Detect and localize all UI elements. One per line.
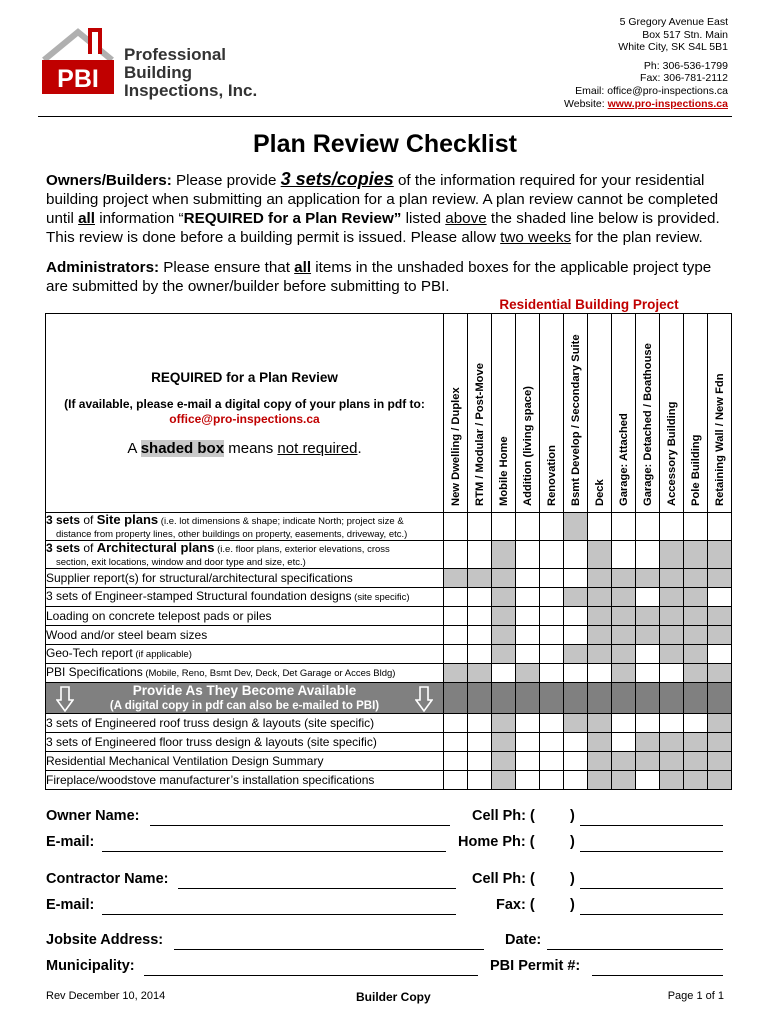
- municipality-field[interactable]: [144, 975, 478, 976]
- fax-label: Fax: (: [496, 897, 535, 913]
- shaded-cell: [660, 569, 684, 588]
- check-cell[interactable]: [444, 588, 468, 607]
- check-cell[interactable]: [444, 645, 468, 664]
- check-cell[interactable]: [612, 513, 636, 541]
- shaded-cell: [612, 771, 636, 790]
- check-cell[interactable]: [516, 626, 540, 645]
- check-cell[interactable]: [660, 513, 684, 541]
- shaded-cell: [708, 771, 732, 790]
- shaded-cell: [564, 588, 588, 607]
- shaded-cell: [636, 569, 660, 588]
- cell-ph-field[interactable]: [580, 825, 723, 826]
- shaded-cell: [492, 714, 516, 733]
- shaded-cell: [612, 569, 636, 588]
- svg-text:Inspections, Inc.: Inspections, Inc.: [124, 81, 258, 100]
- shaded-cell: [684, 733, 708, 752]
- table-row: [46, 569, 732, 588]
- table-row: [46, 752, 732, 771]
- shaded-cell: [708, 541, 732, 569]
- required-email[interactable]: office@pro-inspections.ca: [169, 411, 320, 426]
- shaded-cell: [612, 607, 636, 626]
- check-cell[interactable]: [540, 771, 564, 790]
- check-cell[interactable]: [612, 541, 636, 569]
- shaded-cell: [636, 626, 660, 645]
- check-cell[interactable]: [444, 626, 468, 645]
- check-cell[interactable]: [444, 771, 468, 790]
- check-cell[interactable]: [564, 626, 588, 645]
- home-ph-label: Home Ph: (: [458, 834, 535, 850]
- banner-cell: [636, 683, 660, 714]
- banner-cell: [564, 683, 588, 714]
- check-cell[interactable]: [540, 645, 564, 664]
- down-arrow-icon: [415, 686, 433, 712]
- company-logo: [38, 22, 268, 112]
- check-cell[interactable]: [708, 645, 732, 664]
- row-label: 3 sets of Engineer-stamped Structural foundation designs (site specific): [46, 588, 444, 607]
- shaded-cell: [684, 626, 708, 645]
- shaded-cell: [492, 645, 516, 664]
- check-cell[interactable]: [444, 752, 468, 771]
- table-row: [46, 541, 732, 569]
- row-label: Fireplace/woodstove manufacturer’s installation specifications: [46, 771, 444, 790]
- available-banner-row: [46, 683, 732, 714]
- check-cell[interactable]: [636, 541, 660, 569]
- revision-date: Rev December 10, 2014: [46, 990, 166, 1002]
- page-number: Page 1 of 1: [667, 990, 724, 1002]
- check-cell[interactable]: [636, 771, 660, 790]
- shaded-cell: [612, 664, 636, 683]
- check-cell[interactable]: [516, 645, 540, 664]
- row-label: Loading on concrete telepost pads or piles: [46, 607, 444, 626]
- shaded-cell: [660, 752, 684, 771]
- shaded-cell: [564, 513, 588, 541]
- row-label: Wood and/or steel beam sizes: [46, 626, 444, 645]
- available-banner: [46, 683, 444, 714]
- shaded-cell: [684, 771, 708, 790]
- phone: Ph: 306-536-1799: [643, 59, 728, 72]
- check-cell[interactable]: [540, 664, 564, 683]
- check-cell[interactable]: [468, 714, 492, 733]
- column-header: Garage: Attached: [612, 314, 636, 513]
- banner-cell: [684, 683, 708, 714]
- check-cell[interactable]: [612, 733, 636, 752]
- check-cell[interactable]: [468, 626, 492, 645]
- check-cell[interactable]: [468, 645, 492, 664]
- paren-close: ): [570, 871, 575, 887]
- home-ph-field[interactable]: [580, 851, 723, 852]
- project-title: Residential Building Project: [499, 297, 679, 312]
- email-label: E-mail:: [46, 834, 95, 850]
- email-label-2: E-mail:: [46, 897, 95, 913]
- check-cell[interactable]: [636, 645, 660, 664]
- check-cell[interactable]: [684, 513, 708, 541]
- check-cell[interactable]: [540, 588, 564, 607]
- available-line2: (A digital copy in pdf can also be e-mailed to PBI): [109, 700, 380, 712]
- shaded-cell: [492, 752, 516, 771]
- shaded-cell: [708, 569, 732, 588]
- fax: Fax: 306-781-2112: [640, 72, 728, 85]
- table-row: [46, 714, 732, 733]
- check-cell[interactable]: [468, 733, 492, 752]
- required-sub: (If available, please e-mail a digital copy of your plans in pdf to:: [64, 396, 425, 411]
- check-cell[interactable]: [540, 607, 564, 626]
- shaded-cell: [708, 664, 732, 683]
- column-header: Renovation: [540, 314, 564, 513]
- shaded-cell: [492, 541, 516, 569]
- row-label: 3 sets of Engineered floor truss design & layouts (site specific): [46, 733, 444, 752]
- date-field[interactable]: [547, 949, 723, 950]
- shaded-cell: [660, 645, 684, 664]
- table-row: [46, 513, 732, 541]
- check-cell[interactable]: [540, 626, 564, 645]
- shaded-cell: [660, 626, 684, 645]
- row-label: Supplier report(s) for structural/architectural specifications: [46, 569, 444, 588]
- shaded-cell: [492, 607, 516, 626]
- check-cell[interactable]: [564, 664, 588, 683]
- check-cell[interactable]: [516, 714, 540, 733]
- shaded-cell: [660, 588, 684, 607]
- check-cell[interactable]: [564, 733, 588, 752]
- check-cell[interactable]: [612, 714, 636, 733]
- cell-ph-label: Cell Ph: (: [472, 808, 535, 824]
- contractor-field[interactable]: [178, 888, 456, 889]
- owner-name-field[interactable]: [150, 825, 450, 826]
- shaded-cell: [684, 664, 708, 683]
- shaded-cell: [684, 752, 708, 771]
- shaded-cell: [444, 569, 468, 588]
- shaded-cell: [636, 607, 660, 626]
- check-cell[interactable]: [540, 733, 564, 752]
- page-title: Plan Review Checklist: [252, 130, 517, 158]
- jobsite-field[interactable]: [174, 949, 484, 950]
- table-row: [46, 771, 732, 790]
- shaded-cell: [612, 588, 636, 607]
- address-line: Box 517 Stn. Main: [642, 28, 728, 41]
- row-label: 3 sets of Site plans (i.e. lot dimensions & shape; indicate North; project size & distance from property lines, other buildings on property, easements, driveway, etc.): [46, 513, 444, 541]
- shaded-cell: [516, 664, 540, 683]
- date-label: Date:: [505, 932, 542, 948]
- check-cell[interactable]: [708, 513, 732, 541]
- banner-cell: [516, 683, 540, 714]
- row-label: Geo-Tech report (if applicable): [46, 645, 444, 664]
- check-cell[interactable]: [468, 513, 492, 541]
- required-heading: REQUIRED for a Plan Review: [151, 369, 338, 385]
- shaded-cell: [660, 607, 684, 626]
- banner-cell: [612, 683, 636, 714]
- check-cell[interactable]: [516, 733, 540, 752]
- shaded-cell: [708, 626, 732, 645]
- check-cell[interactable]: [564, 771, 588, 790]
- check-cell[interactable]: [636, 714, 660, 733]
- shaded-cell: [492, 771, 516, 790]
- column-header: Retaining Wall / New Fdn: [708, 314, 732, 513]
- shaded-cell: [684, 645, 708, 664]
- paren-close: ): [570, 808, 575, 824]
- check-cell[interactable]: [492, 664, 516, 683]
- column-header: Deck: [588, 314, 612, 513]
- email-field-2[interactable]: [102, 914, 456, 915]
- address-line: 5 Gregory Avenue East: [619, 16, 728, 28]
- check-cell[interactable]: [444, 513, 468, 541]
- check-cell[interactable]: [564, 607, 588, 626]
- shaded-legend: A shaded box means not required.: [127, 439, 362, 457]
- jobsite-label: Jobsite Address:: [46, 932, 164, 948]
- down-arrow-icon: [56, 686, 74, 712]
- shaded-cell: [708, 607, 732, 626]
- shaded-cell: [588, 588, 612, 607]
- check-cell[interactable]: [516, 607, 540, 626]
- available-line1: Provide As They Become Available: [132, 683, 357, 698]
- check-cell[interactable]: [516, 588, 540, 607]
- shaded-cell: [564, 645, 588, 664]
- table-row: [46, 588, 732, 607]
- banner-cell: [468, 683, 492, 714]
- banner-cell: [708, 683, 732, 714]
- svg-text:Building: Building: [124, 63, 192, 82]
- pbi-logo-graphic: [38, 22, 268, 112]
- email: Email: office@pro-inspections.ca: [575, 84, 728, 97]
- svg-text:Professional: Professional: [124, 45, 227, 64]
- municipality-label: Municipality:: [46, 958, 135, 974]
- column-header: New Dwelling / Duplex: [444, 314, 468, 513]
- shaded-cell: [468, 664, 492, 683]
- column-header: Pole Building: [684, 314, 708, 513]
- column-header: Accessory Building: [660, 314, 684, 513]
- check-cell[interactable]: [636, 664, 660, 683]
- checklist-table: [45, 313, 732, 790]
- check-cell[interactable]: [540, 714, 564, 733]
- check-cell[interactable]: [660, 664, 684, 683]
- owner-name-label: Owner Name:: [46, 808, 140, 824]
- permit-field[interactable]: [592, 975, 723, 976]
- check-cell[interactable]: [636, 588, 660, 607]
- check-cell[interactable]: [540, 752, 564, 771]
- column-header: Addition (living space): [516, 314, 540, 513]
- check-cell[interactable]: [684, 714, 708, 733]
- shaded-cell: [612, 626, 636, 645]
- shaded-cell: [636, 733, 660, 752]
- shaded-cell: [492, 569, 516, 588]
- check-cell[interactable]: [516, 541, 540, 569]
- shaded-cell: [612, 645, 636, 664]
- check-cell[interactable]: [468, 588, 492, 607]
- shaded-cell: [564, 714, 588, 733]
- check-cell[interactable]: [564, 541, 588, 569]
- banner-cell: [444, 683, 468, 714]
- banner-cell: [540, 683, 564, 714]
- email-field[interactable]: [102, 851, 446, 852]
- shaded-cell: [492, 733, 516, 752]
- shaded-cell: [588, 714, 612, 733]
- shaded-cell: [636, 752, 660, 771]
- shaded-cell: [660, 733, 684, 752]
- check-cell[interactable]: [660, 714, 684, 733]
- banner-cell: [660, 683, 684, 714]
- check-cell[interactable]: [564, 752, 588, 771]
- shaded-cell: [588, 771, 612, 790]
- svg-text:PBI: PBI: [57, 65, 99, 93]
- check-cell[interactable]: [564, 569, 588, 588]
- shaded-cell: [612, 752, 636, 771]
- shaded-cell: [660, 771, 684, 790]
- header-divider: [38, 116, 732, 117]
- table-row: [46, 626, 732, 645]
- check-cell[interactable]: [516, 513, 540, 541]
- shaded-cell: [492, 626, 516, 645]
- check-cell[interactable]: [444, 607, 468, 626]
- column-header: Garage: Detached / Boathouse: [636, 314, 660, 513]
- shaded-cell: [708, 733, 732, 752]
- shaded-cell: [708, 714, 732, 733]
- row-label: 3 sets of Engineered roof truss design & layouts (site specific): [46, 714, 444, 733]
- shaded-cell: [684, 569, 708, 588]
- check-cell[interactable]: [468, 771, 492, 790]
- check-cell[interactable]: [588, 664, 612, 683]
- row-label: Residential Mechanical Ventilation Design Summary: [46, 752, 444, 771]
- intro-paragraph: Owners/Builders: Please provide 3 sets/copies of the information required for your residential building project when submitting an application for a plan review. A plan review cannot be completed until all information “REQUIRED for a Plan Review” listed above the shaded line below is provided. This review is done before a building permit is issued. Please allow two weeks for the plan review.: [46, 169, 720, 246]
- shaded-cell: [684, 541, 708, 569]
- check-cell[interactable]: [468, 752, 492, 771]
- check-cell[interactable]: [588, 513, 612, 541]
- shaded-cell: [468, 569, 492, 588]
- shaded-cell: [444, 664, 468, 683]
- column-header: RTM / Modular / Post-Move: [468, 314, 492, 513]
- cell-ph-label-2: Cell Ph: (: [472, 871, 535, 887]
- admin-paragraph: Administrators: Please ensure that all items in the unshaded boxes for the applicable project type are submitted by the owner/builder before submitting to PBI.: [46, 259, 712, 295]
- check-cell[interactable]: [492, 513, 516, 541]
- row-label: PBI Specifications (Mobile, Reno, Bsmt Dev, Deck, Det Garage or Acces Bldg): [46, 664, 444, 683]
- shaded-cell: [684, 607, 708, 626]
- shaded-cell: [492, 588, 516, 607]
- row-label: 3 sets of Architectural plans (i.e. floor plans, exterior elevations, cross section, exit locations, window and door type and size, etc.): [46, 541, 444, 569]
- shaded-cell: [588, 607, 612, 626]
- table-row: [46, 607, 732, 626]
- shaded-cell: [684, 588, 708, 607]
- check-cell[interactable]: [516, 569, 540, 588]
- paren-close: ): [570, 834, 575, 850]
- shaded-cell: [588, 733, 612, 752]
- banner-cell: [492, 683, 516, 714]
- check-cell[interactable]: [516, 752, 540, 771]
- shaded-cell: [588, 541, 612, 569]
- website-row: Website: www.pro-inspections.ca: [564, 97, 728, 110]
- check-cell[interactable]: [468, 607, 492, 626]
- contractor-label: Contractor Name:: [46, 871, 169, 887]
- website-link[interactable]: www.pro-inspections.ca: [607, 97, 728, 110]
- table-row: [46, 645, 732, 664]
- check-cell[interactable]: [636, 513, 660, 541]
- cell-ph-field-2[interactable]: [580, 888, 723, 889]
- table-row: [46, 664, 732, 683]
- company-contact: [564, 16, 728, 110]
- check-cell[interactable]: [540, 569, 564, 588]
- shaded-cell: [708, 752, 732, 771]
- shaded-cell: [588, 569, 612, 588]
- required-box: [46, 314, 444, 513]
- permit-label: PBI Permit #:: [490, 958, 581, 974]
- check-cell[interactable]: [444, 714, 468, 733]
- column-header: Bsmt Develop / Secondary Suite: [564, 314, 588, 513]
- shaded-cell: [588, 626, 612, 645]
- copy-label: Builder Copy: [356, 990, 431, 1004]
- check-cell[interactable]: [540, 541, 564, 569]
- check-cell[interactable]: [540, 513, 564, 541]
- table-row: [46, 733, 732, 752]
- shaded-cell: [588, 645, 612, 664]
- shaded-cell: [588, 752, 612, 771]
- check-cell[interactable]: [444, 733, 468, 752]
- check-cell[interactable]: [516, 771, 540, 790]
- check-cell[interactable]: [708, 588, 732, 607]
- shaded-cell: [660, 541, 684, 569]
- column-header: Mobile Home: [492, 314, 516, 513]
- address-line: White City, SK S4L 5B1: [618, 41, 728, 54]
- table-header-row: [46, 314, 732, 513]
- fax-field[interactable]: [580, 914, 723, 915]
- paren-close: ): [570, 897, 575, 913]
- check-cell[interactable]: [468, 541, 492, 569]
- check-cell[interactable]: [444, 541, 468, 569]
- banner-cell: [588, 683, 612, 714]
